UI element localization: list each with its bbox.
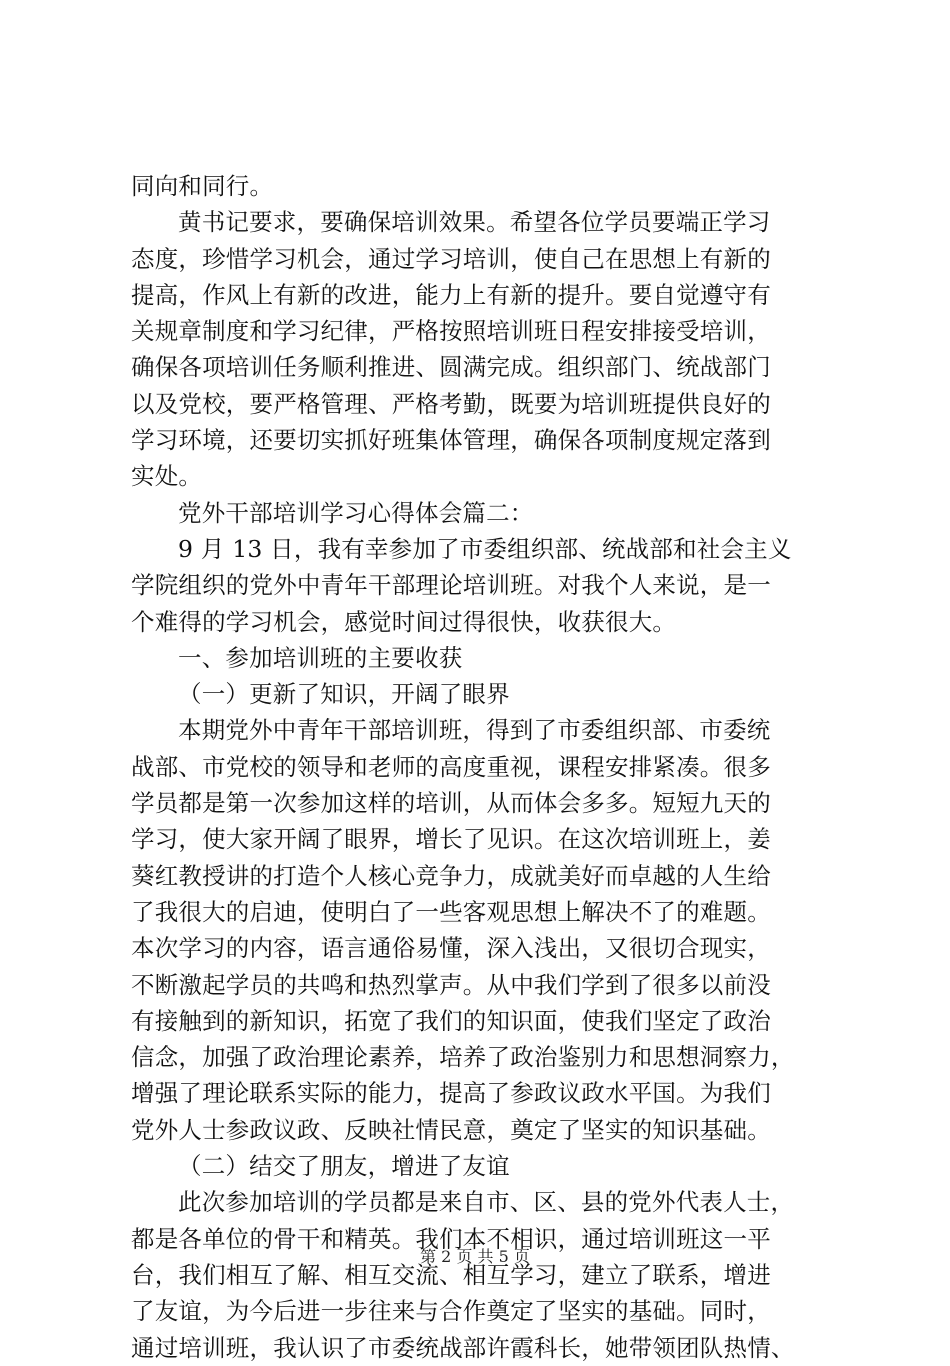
page-footer: 第 2 页 共 5 页	[420, 1247, 530, 1266]
text-line: 不断激起学员的共鸣和热烈掌声。从中我们学到了很多以前没	[131, 970, 771, 999]
text-line: 提高，作风上有新的改进，能力上有新的提升。要自觉遵守有	[131, 280, 771, 309]
text-line: 学习环境，还要切实抓好班集体管理，确保各项制度规定落到	[131, 426, 771, 455]
text-line: 了友谊，为今后进一步往来与合作奠定了坚实的基础。同时，	[131, 1297, 771, 1326]
text-line: 增强了理论联系实际的能力，提高了参政议政水平国。为我们	[131, 1079, 771, 1108]
text-line: 确保各项培训任务顺利推进、圆满完成。组织部门、统战部门	[131, 353, 771, 382]
text-line: 黄书记要求，要确保培训效果。希望各位学员要端正学习	[178, 208, 771, 237]
text-line: 党外干部培训学习心得体会篇二：	[178, 498, 534, 527]
text-line: 一、参加培训班的主要收获	[178, 643, 463, 672]
text-line: （一）更新了知识，开阔了眼界	[178, 680, 510, 709]
text-line: 葵红教授讲的打造个人核心竞争力，成就美好而卓越的人生给	[131, 861, 771, 890]
text-line: 此次参加培训的学员都是来自市、区、县的党外代表人士，	[178, 1188, 795, 1217]
text-line: 战部、市党校的领导和老师的高度重视，课程安排紧凑。很多	[131, 752, 771, 781]
text-line: 本期党外中青年干部培训班，得到了市委组织部、市委统	[178, 716, 771, 745]
text-line: 关规章制度和学习纪律，严格按照培训班日程安排接受培训，	[131, 317, 771, 346]
text-line: 信念，加强了政治理论素养，培养了政治鉴别力和思想洞察力，	[131, 1043, 795, 1072]
text-line: 个难得的学习机会，感觉时间过得很快，收获很大。	[131, 607, 677, 636]
text-line: 有接触到的新知识，拓宽了我们的知识面，使我们坚定了政治	[131, 1006, 771, 1035]
text-line: 通过培训班，我认识了市委统战部许霞科长，她带领团队热情、	[131, 1333, 795, 1362]
text-line: 同向和同行。	[131, 172, 274, 200]
text-line: 9 月 13 日，我有幸参加了市委组织部、统战部和社会主义	[178, 534, 792, 563]
text-line: 态度，珍惜学习机会，通过学习培训，使自己在思想上有新的	[131, 244, 771, 273]
text-line: 本次学习的内容，语言通俗易懂，深入浅出，又很切合现实，	[131, 934, 771, 963]
document-body	[131, 168, 843, 1366]
text-line: 党外人士参政议政、反映社情民意，奠定了坚实的知识基础。	[131, 1115, 771, 1144]
text-line: 以及党校，要严格管理、严格考勤，既要为培训班提供良好的	[131, 389, 771, 418]
text-line: 学员都是第一次参加这样的培训，从而体会多多。短短九天的	[131, 789, 771, 818]
text-line: 都是各单位的骨干和精英。我们本不相识，通过培训班这一平	[131, 1224, 771, 1253]
text-line: （二）结交了朋友，增进了友谊	[178, 1152, 510, 1181]
text-line: 台，我们相互了解、相互交流、相互学习，建立了联系，增进	[131, 1260, 771, 1289]
text-line: 了我很大的启迪，使明白了一些客观思想上解决不了的难题。	[131, 897, 771, 926]
text-line: 学院组织的党外中青年干部理论培训班。对我个人来说，是一	[131, 571, 771, 600]
text-line: 学习，使大家开阔了眼界，增长了见识。在这次培训班上，姜	[131, 825, 771, 854]
text-line: 实处。	[131, 462, 203, 491]
